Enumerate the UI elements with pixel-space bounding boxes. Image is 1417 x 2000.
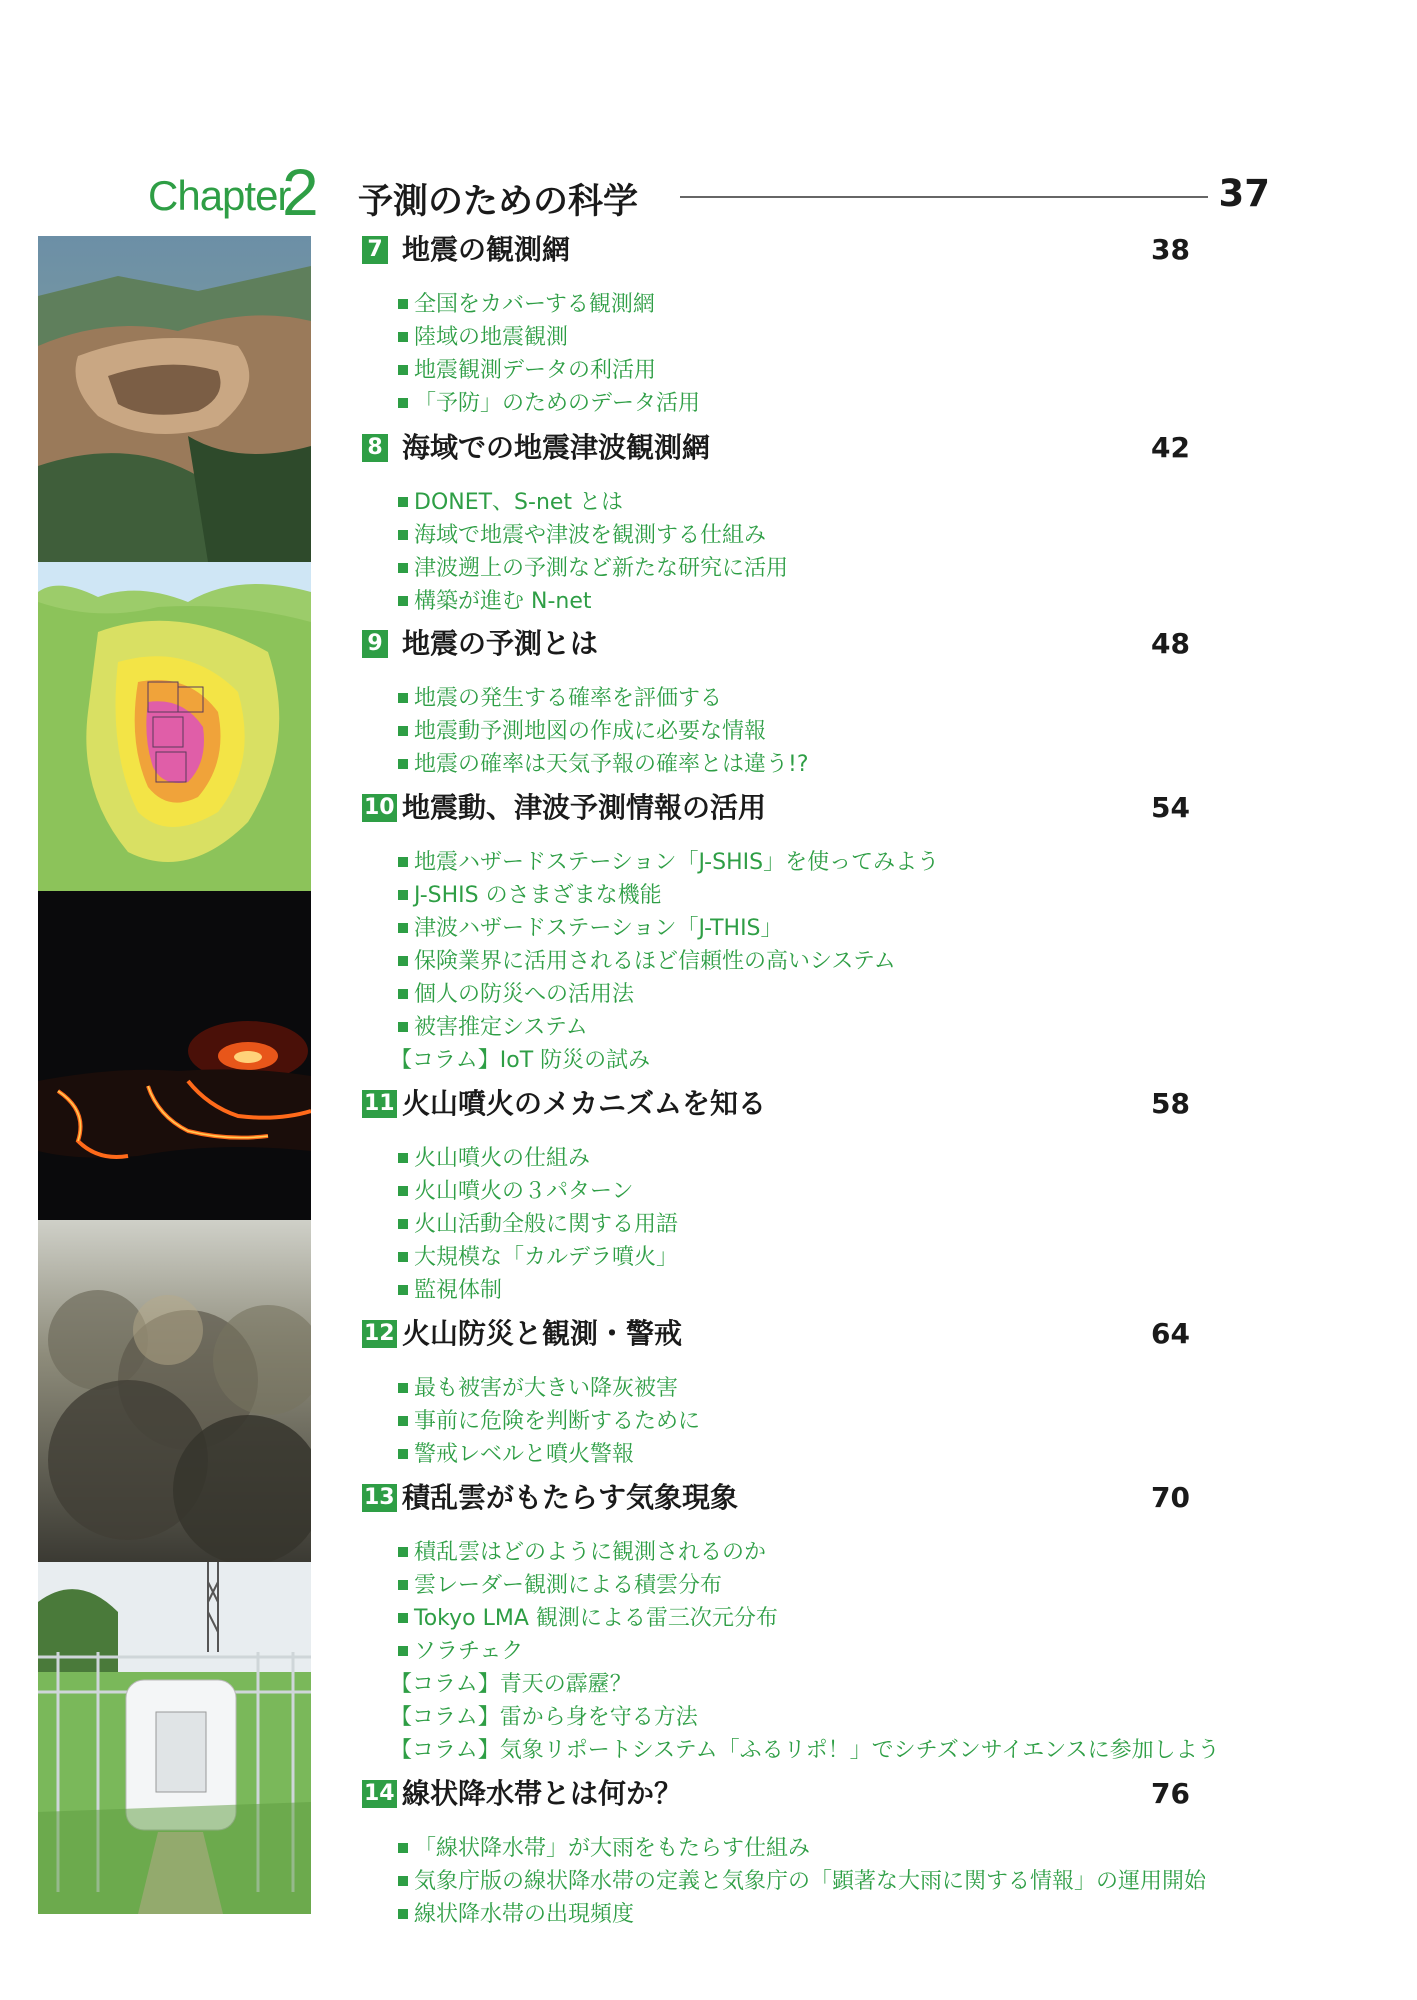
section-title: 地震の予測とは [402, 627, 599, 660]
column-item [390, 1701, 1220, 1734]
subtopic-item [398, 486, 788, 519]
subtopic-text: 最も被害が大きい降灰被害 [414, 1376, 679, 1401]
section-number-badge: 9 [362, 630, 388, 658]
section-page-number: 54 [1151, 791, 1190, 824]
subtopic-item [398, 715, 809, 748]
square-bullet-icon [398, 563, 408, 573]
subtopic-text: 【コラム】気象リポートシステム「ふるリポ！」でシチズンサイエンスに参加しよう [390, 1738, 1220, 1763]
subtopic-list [398, 682, 809, 781]
lava-eruption-photo [38, 891, 311, 1220]
subtopic-item [398, 1011, 939, 1044]
square-bullet-icon [398, 497, 408, 507]
square-bullet-icon [398, 299, 408, 309]
square-bullet-icon [398, 923, 408, 933]
section-number-badge: 10 [364, 795, 395, 820]
seismic-hazard-map-image [38, 562, 311, 891]
square-bullet-icon [398, 1285, 408, 1295]
subtopic-text: 雲レーダー観測による積雲分布 [414, 1573, 723, 1598]
photo-strip [38, 236, 311, 1914]
square-bullet-icon [398, 530, 408, 540]
toc-section-14 [360, 1776, 1360, 1927]
section-title: 積乱雲がもたらす気象現象 [402, 1481, 739, 1514]
square-bullet-icon [398, 1613, 408, 1623]
subtopic-text: 大規模な「カルデラ噴火」 [414, 1245, 679, 1270]
subtopic-item [398, 1274, 678, 1307]
square-bullet-icon [398, 1449, 408, 1459]
chapter-title: 予測のための科学 [358, 182, 639, 222]
subtopic-text: 地震観測データの利活用 [414, 358, 657, 383]
chapter-leader-rule [680, 196, 1208, 198]
column-item [390, 1668, 1220, 1701]
section-number-badge: 11 [364, 1091, 395, 1116]
square-bullet-icon [398, 857, 408, 867]
subtopic-item [398, 1372, 700, 1405]
section-heading [360, 1776, 1360, 1816]
subtopic-list [390, 1536, 1220, 1767]
subtopic-item [398, 1142, 678, 1175]
subtopic-item [398, 1635, 1220, 1668]
square-bullet-icon [398, 1153, 408, 1163]
column-item [390, 1734, 1220, 1767]
section-number-badge: 7 [362, 236, 388, 264]
subtopic-item [398, 552, 788, 585]
section-heading [360, 232, 1360, 272]
toc-section-11 [360, 1086, 1360, 1303]
section-number-badge: 12 [364, 1321, 395, 1346]
subtopic-list [398, 1832, 1206, 1931]
subtopic-item [398, 1602, 1220, 1635]
section-page-number: 58 [1151, 1087, 1190, 1120]
toc-section-8 [360, 430, 1360, 614]
subtopic-item [398, 879, 939, 912]
subtopic-item [398, 846, 939, 879]
section-number-badge: 13 [364, 1485, 395, 1510]
column-item [390, 1044, 939, 1077]
section-heading [360, 790, 1360, 830]
subtopic-text: 陸域の地震観測 [414, 325, 569, 350]
square-bullet-icon [398, 989, 408, 999]
subtopic-text: 警戒レベルと噴火警報 [414, 1442, 635, 1467]
section-title: 火山防災と観測・警戒 [402, 1317, 683, 1350]
square-bullet-icon [398, 1909, 408, 1919]
subtopic-item [398, 519, 788, 552]
square-bullet-icon [398, 332, 408, 342]
section-title: 地震の観測網 [402, 233, 571, 266]
subtopic-item [398, 682, 809, 715]
subtopic-text: Tokyo LMA 観測による雷三次元分布 [414, 1606, 778, 1631]
section-heading [360, 1086, 1360, 1126]
subtopic-text: 地震の確率は天気予報の確率とは違う!? [414, 752, 809, 777]
toc-section-9 [360, 626, 1360, 777]
subtopic-item [398, 1536, 1220, 1569]
subtopic-text: 津波ハザードステーション「J-THIS」 [414, 916, 783, 941]
section-page-number: 48 [1151, 627, 1190, 660]
subtopic-text: J-SHIS のさまざまな機能 [414, 883, 662, 908]
square-bullet-icon [398, 1876, 408, 1886]
subtopic-item [398, 1405, 700, 1438]
square-bullet-icon [398, 726, 408, 736]
square-bullet-icon [398, 1580, 408, 1590]
subtopic-text: 津波遡上の予測など新たな研究に活用 [414, 556, 789, 581]
subtopic-text: 「線状降水帯」が大雨をもたらす仕組み [414, 1836, 811, 1861]
square-bullet-icon [398, 365, 408, 375]
subtopic-text: 火山噴火の仕組み [414, 1146, 591, 1171]
subtopic-text: 全国をカバーする観測網 [414, 292, 655, 317]
subtopic-text: 線状降水帯の出現頻度 [414, 1902, 635, 1927]
square-bullet-icon [398, 596, 408, 606]
subtopic-text: 地震ハザードステーション「J-SHIS」を使ってみよう [414, 850, 940, 875]
subtopic-text: DONET、S-net とは [414, 490, 624, 515]
square-bullet-icon [398, 1416, 408, 1426]
subtopic-item [398, 585, 788, 618]
subtopic-item [398, 748, 809, 781]
subtopic-item [398, 288, 700, 321]
section-page-number: 70 [1151, 1481, 1190, 1514]
subtopic-list [398, 1372, 700, 1471]
subtopic-text: 「予防」のためのデータ活用 [414, 391, 701, 416]
subtopic-item [398, 1208, 678, 1241]
section-page-number: 42 [1151, 431, 1190, 464]
square-bullet-icon [398, 398, 408, 408]
chapter-page-number: 37 [1218, 172, 1270, 215]
section-heading [360, 1480, 1360, 1520]
volcano-crater-photo [38, 236, 311, 562]
subtopic-text: 火山噴火の３パターン [414, 1179, 634, 1204]
subtopic-item [398, 354, 700, 387]
toc-section-10 [360, 790, 1360, 1073]
observation-station-photo [38, 1562, 311, 1914]
subtopic-item [398, 1569, 1220, 1602]
subtopic-text: 【コラム】青天の霹靂？ [390, 1672, 632, 1697]
section-title: 海域での地震津波観測網 [402, 431, 711, 464]
section-page-number: 76 [1151, 1777, 1190, 1810]
subtopic-text: 被害推定システム [414, 1015, 588, 1040]
subtopic-text: 保険業界に活用されるほど信頼性の高いシステム [414, 949, 896, 974]
section-title: 火山噴火のメカニズムを知る [402, 1087, 767, 1120]
square-bullet-icon [398, 693, 408, 703]
subtopic-item [398, 321, 700, 354]
square-bullet-icon [398, 1219, 408, 1229]
subtopic-text: 地震の発生する確率を評価する [414, 686, 723, 711]
section-title: 線状降水帯とは何か？ [402, 1777, 683, 1810]
toc-section-13 [360, 1480, 1360, 1763]
square-bullet-icon [398, 890, 408, 900]
chapter-label: Chapter [148, 172, 291, 219]
square-bullet-icon [398, 759, 408, 769]
square-bullet-icon [398, 1547, 408, 1557]
subtopic-text: 気象庁版の線状降水帯の定義と気象庁の「顕著な大雨に関する情報」の運用開始 [414, 1869, 1207, 1894]
section-page-number: 64 [1151, 1317, 1190, 1350]
subtopic-text: 海域で地震や津波を観測する仕組み [414, 523, 767, 548]
square-bullet-icon [398, 1252, 408, 1262]
square-bullet-icon [398, 1022, 408, 1032]
subtopic-list [398, 486, 788, 618]
subtopic-list [390, 846, 940, 1077]
volcanic-ash-cloud-photo [38, 1220, 311, 1562]
section-title: 地震動、津波予測情報の活用 [402, 791, 767, 824]
subtopic-text: 地震動予測地図の作成に必要な情報 [414, 719, 767, 744]
subtopic-item [398, 1865, 1206, 1898]
square-bullet-icon [398, 1843, 408, 1853]
subtopic-text: 監視体制 [414, 1278, 503, 1303]
square-bullet-icon [398, 956, 408, 966]
subtopic-text: 積乱雲はどのように観測されるのか [414, 1540, 767, 1565]
toc-section-7 [360, 232, 1360, 416]
section-heading [360, 430, 1360, 470]
subtopic-item [398, 1832, 1206, 1865]
subtopic-item [398, 1175, 678, 1208]
subtopic-item [398, 1241, 678, 1274]
subtopic-item [398, 945, 939, 978]
subtopic-item [398, 912, 939, 945]
subtopic-item [398, 1898, 1206, 1931]
subtopic-text: ソラチェク [414, 1639, 524, 1664]
subtopic-text: 事前に危険を判断するために [414, 1409, 701, 1434]
subtopic-text: 個人の防災への活用法 [414, 982, 635, 1007]
section-number-badge: 14 [364, 1781, 395, 1806]
subtopic-list [398, 1142, 678, 1307]
subtopic-item [398, 387, 700, 420]
subtopic-item [398, 1438, 700, 1471]
section-heading [360, 626, 1360, 666]
square-bullet-icon [398, 1186, 408, 1196]
toc-section-12 [360, 1316, 1360, 1467]
subtopic-text: 【コラム】IoT 防災の試み [390, 1048, 651, 1073]
chapter-header [0, 155, 1417, 230]
section-heading [360, 1316, 1360, 1356]
section-page-number: 38 [1151, 233, 1190, 266]
subtopic-list [398, 288, 700, 420]
subtopic-text: 火山活動全般に関する用語 [414, 1212, 679, 1237]
square-bullet-icon [398, 1383, 408, 1393]
chapter-number: 2 [282, 155, 319, 229]
square-bullet-icon [398, 1646, 408, 1656]
subtopic-item [398, 978, 939, 1011]
subtopic-text: 【コラム】雷から身を守る方法 [390, 1705, 698, 1730]
section-number-badge: 8 [362, 434, 388, 462]
subtopic-text: 構築が進む N-net [414, 589, 592, 614]
